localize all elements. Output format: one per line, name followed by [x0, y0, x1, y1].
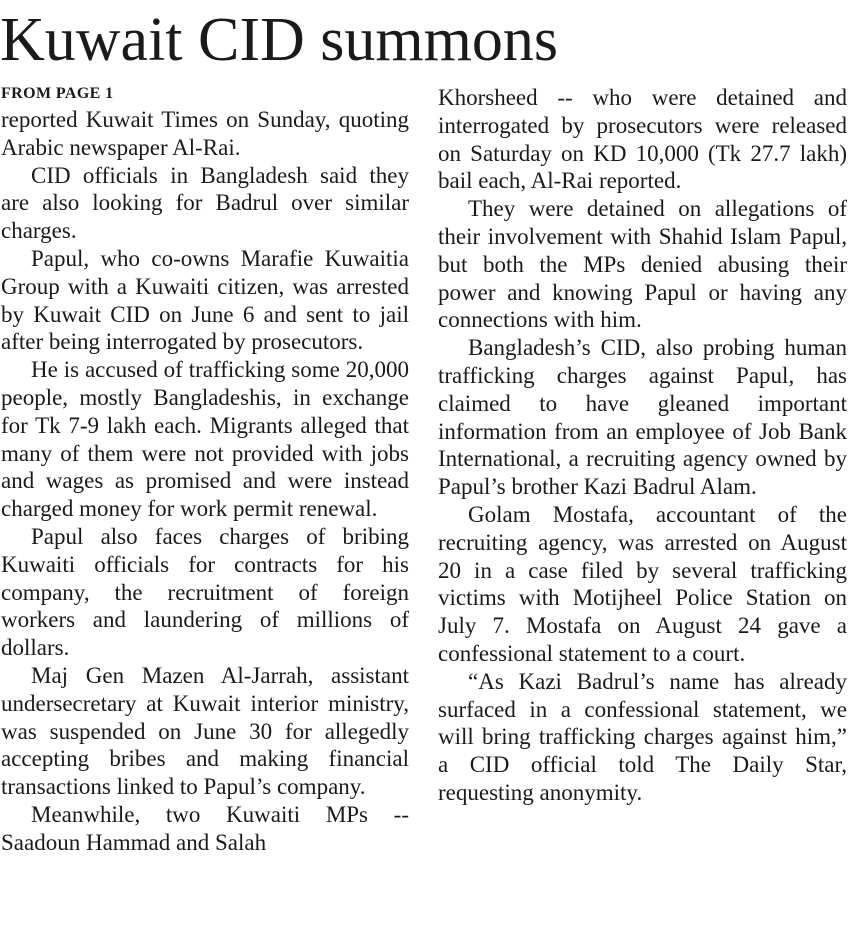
paragraph: Papul also faces charges of bribing Kuwaiti officials for contracts for his company, the recruitment of foreign workers and laundering of millions of dollars. [1, 523, 409, 661]
paragraph: reported Kuwait Times on Sunday, quoting Arabic newspaper Al-Rai. [1, 107, 409, 160]
paragraph: Papul, who co-owns Marafie Kuwaitia Group with a Kuwaiti citizen, was arrested by Kuwait CID on June 6 and sent to jail after being interrogated by prosecutors. [1, 245, 409, 355]
headline: Kuwait CID summons [0, 6, 558, 74]
paragraph: He is accused of trafficking some 20,000 people, mostly Bangladeshis, in exchange for Tk 7-9 lakh each. Migrants alleged that many of them were not provided with jobs and wages as promised and were instead charged money for work permit renewal. [1, 357, 409, 522]
paragraph: Maj Gen Mazen Al-Jarrah, assistant undersecretary at Kuwait interior ministry, was suspended on June 30 for allegedly accepting bribes and making financial transactions linked to Papul’s company. [1, 662, 409, 800]
paragraph: Golam Mostafa, accountant of the recruiting agency, was arrested on August 20 in a case filed by several trafficking victims with Motijheel Police Station on July 7. Mostafa on August 24 gave a confessional statement to a court. [438, 501, 847, 666]
paragraph: They were detained on allegations of their involvement with Shahid Islam Papul, but both the MPs denied abusing their power and knowing Papul or having any connections with him. [438, 196, 847, 333]
paragraph: CID officials in Bangladesh said they are also looking for Badrul over similar charges. [1, 162, 409, 244]
right-column [438, 84, 847, 807]
paragraph: Khorsheed -- who were detained and interrogated by prosecutors were released on Saturday on KD 10,000 (Tk 27.7 lakh) bail each, Al-Rai reported. [438, 85, 847, 194]
paragraph: Meanwhile, two Kuwaiti MPs -- Saadoun Hammad and Salah [1, 801, 409, 855]
paragraph: “As Kazi Badrul’s name has already surfaced in a confessional statement, we will bring trafficking charges against him,” a CID official told The Daily Star, requesting anonymity. [438, 668, 847, 805]
paragraph: Bangladesh’s CID, also probing human trafficking charges against Papul, has claimed to have gleaned important information from an employee of Job Bank International, a recruiting agency owned by Papul’s brother Kazi Badrul Alam. [438, 335, 847, 500]
from-page-kicker: FROM PAGE 1 [1, 85, 114, 102]
left-column [1, 106, 409, 857]
